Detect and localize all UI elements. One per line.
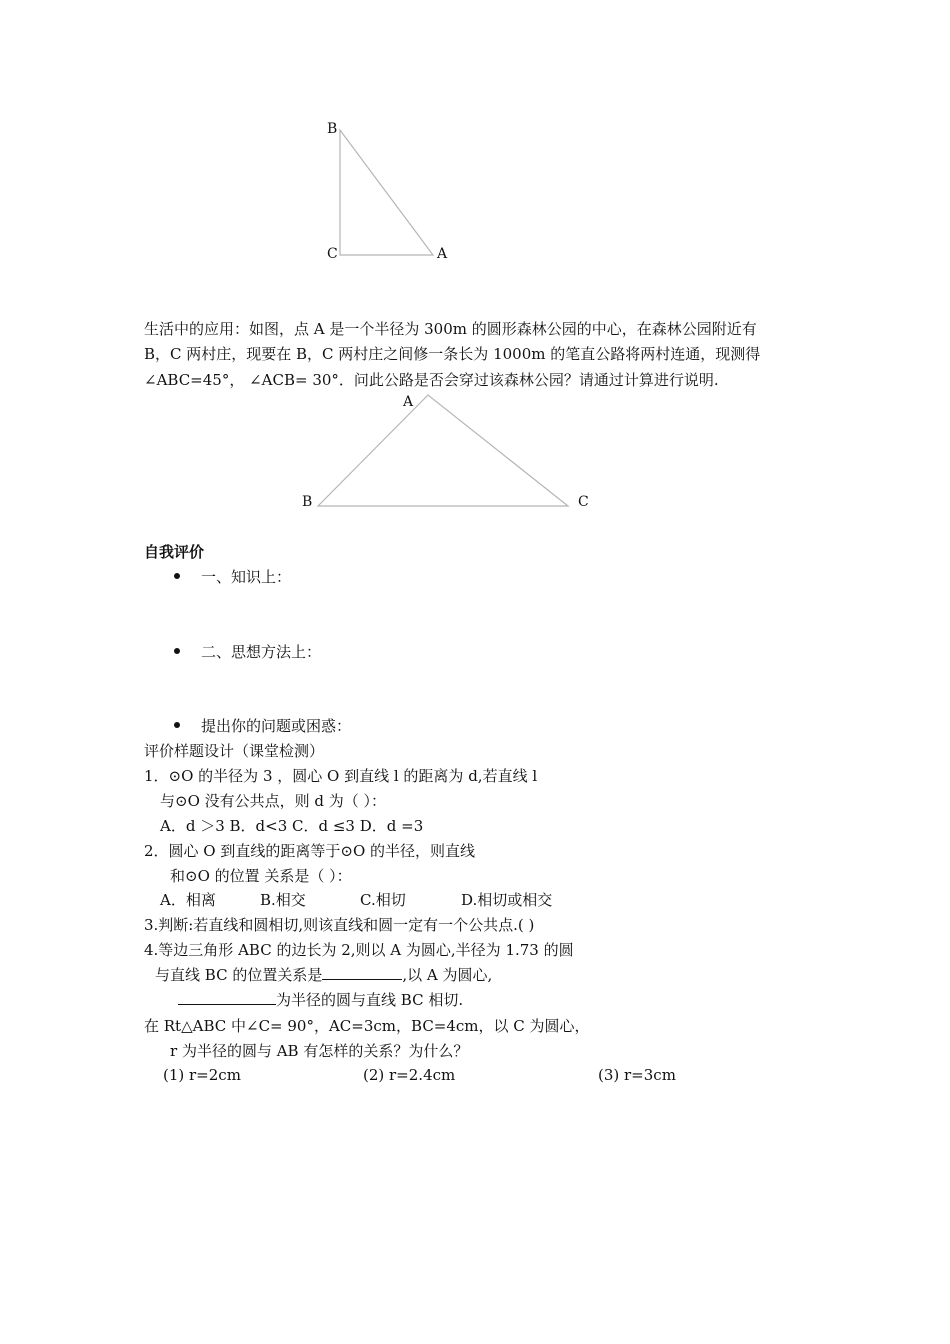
question-1-options: A．d ＞3 B．d<3 C．d ≤3 D．d =3 <box>160 817 424 835</box>
question-3: 3.判断:若直线和圆相切,则该直线和圆一定有一个公共点.( ) <box>144 916 535 934</box>
question-2-line-2: 和⊙O 的位置 关系是（ ）： <box>170 867 352 885</box>
figure1-label-a: A <box>437 246 448 262</box>
figure1-label-c: C <box>327 246 338 262</box>
triangle-abc-2 <box>318 395 568 506</box>
question-4-line-2 <box>155 964 492 985</box>
question-4-line-3 <box>178 989 463 1010</box>
bullet-icon <box>174 573 180 579</box>
self-eval-item-method: 二、思想方法上： <box>201 643 322 661</box>
question-4-text-c: 为半径的圆与直线 BC 相切. <box>276 991 464 1009</box>
question-5-option-1: (1) r=2cm <box>163 1066 241 1084</box>
figure2-label-c: C <box>578 494 589 510</box>
blank-1 <box>322 965 402 980</box>
question-5-option-3: (3) r=3cm <box>598 1066 676 1084</box>
question-5-option-2: (2) r=2.4cm <box>363 1066 456 1084</box>
bullet-icon <box>174 648 180 654</box>
question-4-line-1: 4.等边三角形 ABC 的边长为 2,则以 A 为圆心,半径为 1.73 的圆 <box>144 941 574 959</box>
blank-2 <box>178 990 276 1005</box>
question-2-option-c: C.相切 <box>360 891 406 909</box>
question-5-line-1: 在 Rt△ABC 中∠C= 90°，AC=3cm，BC=4cm，以 C 为圆心， <box>144 1017 590 1035</box>
question-2-option-d: D.相切或相交 <box>461 891 553 909</box>
question-1-line-2: 与⊙O 没有公共点，则 d 为（ ）： <box>160 792 387 810</box>
question-2-line-1: 2．圆心 O 到直线的距离等于⊙O 的半径，则直线 <box>144 842 476 860</box>
question-2-option-a: A．相离 <box>160 891 216 909</box>
self-eval-item-knowledge: 一、知识上： <box>201 568 292 586</box>
application-line-1: 生活中的应用：如图，点 A 是一个半径为 300m 的圆形森林公园的中心，在森林公园附近有 <box>144 320 757 338</box>
question-4-text-b: ,以 A 为圆心, <box>402 966 493 984</box>
figure1-label-b: B <box>327 121 338 137</box>
application-line-2: B，C 两村庄，现要在 B，C 两村庄之间修一条长为 1000m 的笔直公路将两村连通，现测得 <box>144 345 761 363</box>
question-1-line-1: 1．⊙O 的半径为 3 ，圆心 O 到直线 l 的距离为 d,若直线 l <box>144 767 538 785</box>
bullet-icon <box>174 722 180 728</box>
right-triangle-abc <box>340 130 433 255</box>
exam-title: 评价样题设计（课堂检测） <box>144 742 325 760</box>
question-4-text-a: 与直线 BC 的位置关系是 <box>155 966 323 984</box>
self-eval-item-questions: 提出你的问题或困惑： <box>201 717 352 735</box>
question-5-line-2: r 为半径的圆与 AB 有怎样的关系？为什么？ <box>170 1042 469 1060</box>
self-eval-title: 自我评价 <box>144 543 205 561</box>
figure2-label-a: A <box>403 394 414 410</box>
application-line-3: ∠ABC=45°， ∠ACB= 30°．问此公路是否会穿过该森林公园？请通过计算进行说明. <box>144 371 719 389</box>
question-2-option-b: B.相交 <box>260 891 306 909</box>
figure2-label-b: B <box>302 494 313 510</box>
